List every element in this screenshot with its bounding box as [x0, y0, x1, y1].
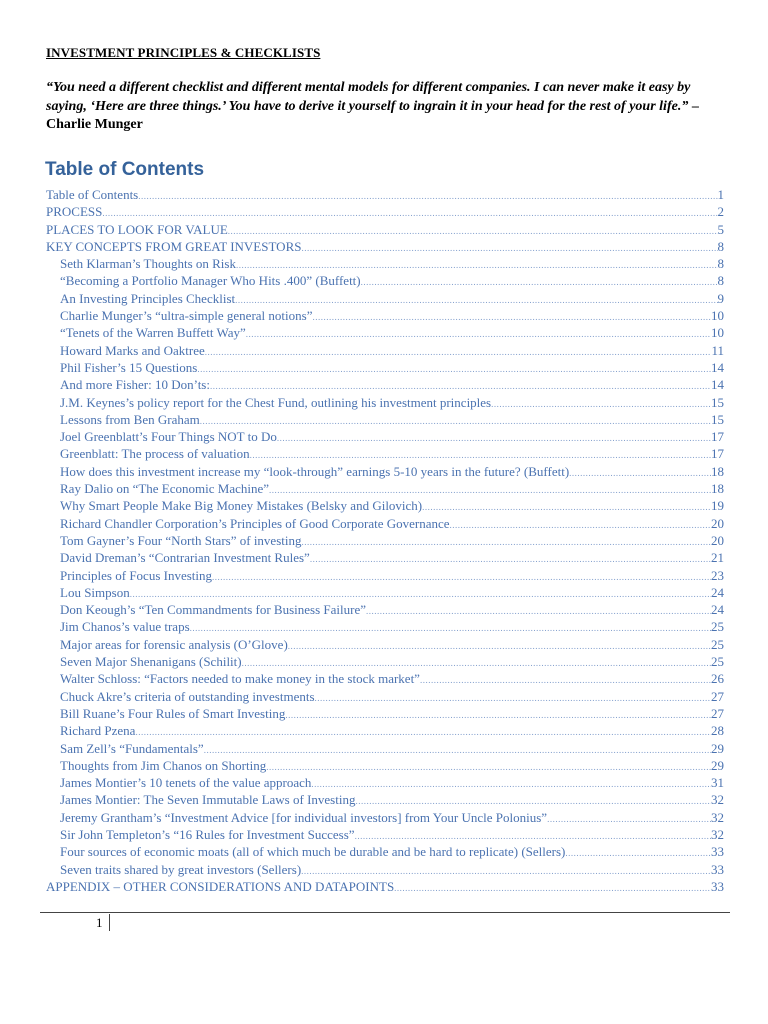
toc-entry-page[interactable]: 2 [717, 204, 724, 220]
toc-dot-leader [565, 845, 711, 860]
toc-entry[interactable] [46, 272, 724, 289]
toc-dot-leader [277, 430, 711, 445]
toc-entry-title[interactable]: Seven traits shared by great investors (Sellers) [60, 861, 302, 877]
toc-entry-page[interactable]: 14 [711, 359, 724, 375]
toc-entry[interactable] [46, 740, 724, 757]
toc-entry-title[interactable]: Chuck Akre’s criteria of outstanding investments [60, 688, 315, 704]
toc-entry-page[interactable]: 33 [711, 878, 724, 894]
footer-divider [40, 912, 730, 913]
toc-entry-page[interactable]: 8 [717, 238, 724, 254]
toc-entry[interactable] [46, 670, 724, 687]
toc-dot-leader [197, 361, 711, 376]
toc-entry-title[interactable]: Major areas for forensic analysis (O’Glove) [60, 636, 288, 652]
toc-entry-page[interactable]: 25 [711, 654, 724, 670]
toc-entry[interactable] [46, 549, 724, 566]
toc-entry[interactable] [46, 221, 724, 238]
toc-entry-page[interactable]: 29 [711, 740, 724, 756]
toc-dot-leader [301, 863, 711, 878]
toc-entry-page[interactable]: 27 [711, 688, 724, 704]
toc-entry[interactable] [46, 584, 724, 601]
toc-dot-leader [269, 482, 711, 497]
toc-dot-leader [420, 672, 711, 687]
toc-entry[interactable] [46, 255, 724, 272]
toc-entry[interactable] [46, 791, 724, 808]
toc-entry-title[interactable]: Richard Pzena [60, 723, 136, 739]
toc-entry-page[interactable]: 14 [711, 377, 724, 393]
toc-entry-page[interactable]: 8 [717, 273, 724, 289]
toc-entry-title[interactable]: Sir John Templeton’s “16 Rules for Investment Success” [60, 826, 355, 842]
epigraph-quote [46, 79, 726, 135]
footer-separator [109, 914, 110, 931]
toc-entry-page[interactable]: 31 [711, 775, 724, 791]
toc-entry-page[interactable]: 28 [711, 723, 724, 739]
toc-dot-leader [212, 569, 711, 584]
toc-entry-page[interactable]: 32 [711, 809, 724, 825]
toc-entry-page[interactable]: 23 [711, 567, 724, 583]
toc-entry[interactable] [46, 843, 724, 860]
toc-entry-title[interactable]: PLACES TO LOOK FOR VALUE [46, 221, 228, 237]
toc-entry-title[interactable]: Why Smart People Make Big Money Mistakes (Belsky and Gilovich) [60, 498, 423, 514]
toc-dot-leader [210, 378, 711, 393]
toc-entry[interactable] [46, 636, 724, 653]
toc-dot-leader [288, 638, 711, 653]
toc-dot-leader [190, 620, 711, 635]
toc-dot-leader [569, 465, 711, 480]
toc-entry-page[interactable]: 10 [711, 325, 724, 341]
toc-entry[interactable] [46, 515, 724, 532]
toc-dot-leader [135, 724, 711, 739]
toc-entry[interactable] [46, 567, 724, 584]
toc-entry-title[interactable]: Howard Marks and Oaktree [60, 342, 205, 358]
toc-entry-page[interactable]: 15 [711, 394, 724, 410]
toc-dot-leader [205, 344, 712, 359]
toc-dot-leader [312, 309, 711, 324]
toc-entry-page[interactable]: 32 [711, 826, 724, 842]
toc-entry[interactable] [46, 394, 724, 411]
toc-entry[interactable] [46, 618, 724, 635]
toc-entry[interactable] [46, 324, 724, 341]
toc-entry-page[interactable]: 21 [711, 550, 724, 566]
toc-entry-page[interactable]: 33 [711, 861, 724, 877]
toc-dot-leader [228, 223, 718, 238]
toc-dot-leader [204, 742, 711, 757]
toc-entry-title[interactable]: Seven Major Shenanigans (Schilit) [60, 654, 242, 670]
toc-dot-leader [355, 793, 711, 808]
toc-entry[interactable] [46, 342, 724, 359]
toc-entry-title[interactable]: How does this investment increase my “look-through” earnings 5-10 years in the future? (Buffett) [60, 463, 570, 479]
toc-entry-title[interactable]: Jim Chanos’s value traps [60, 619, 190, 635]
toc-dot-leader [235, 292, 717, 307]
toc-dot-leader [242, 655, 711, 670]
toc-entry[interactable] [46, 203, 724, 220]
toc-entry-title[interactable]: Phil Fisher’s 15 Questions [60, 359, 198, 375]
toc-dot-leader [250, 447, 711, 462]
toc-entry-title[interactable]: Lou Simpson [60, 584, 130, 600]
toc-dot-leader [315, 690, 711, 705]
toc-entry-page[interactable]: 18 [711, 481, 724, 497]
toc-dot-leader [366, 603, 711, 618]
toc-dot-leader [361, 274, 718, 289]
toc-dot-leader [200, 413, 711, 428]
toc-entry-title[interactable]: PROCESS [46, 204, 103, 220]
toc-entry[interactable] [46, 757, 724, 774]
toc-entry[interactable] [46, 774, 724, 791]
toc-entry-page[interactable]: 17 [711, 446, 724, 462]
toc-entry-page[interactable]: 27 [711, 705, 724, 721]
toc-entry-title[interactable]: And more Fisher: 10 Don’ts: [60, 377, 210, 393]
toc-dot-leader [301, 534, 711, 549]
toc-entry[interactable] [46, 463, 724, 480]
toc-entry-page[interactable]: 26 [711, 671, 724, 687]
toc-entry-page[interactable]: 18 [711, 463, 724, 479]
toc-entry[interactable] [46, 688, 724, 705]
toc-entry-page[interactable]: 17 [711, 429, 724, 445]
toc-entry-title[interactable]: Principles of Focus Investing [60, 567, 213, 583]
toc-entry-title[interactable]: Ray Dalio on “The Economic Machine” [60, 481, 270, 497]
toc-entry-title[interactable]: “Becoming a Portfolio Manager Who Hits .400” (Buffett) [60, 273, 361, 289]
toc-entry-title[interactable]: APPENDIX – OTHER CONSIDERATIONS AND DATAPOINTS [46, 878, 395, 894]
toc-entry-title[interactable]: Richard Chandler Corporation’s Principles of Good Corporate Governance [60, 515, 450, 531]
table-of-contents [46, 186, 724, 895]
toc-entry-page[interactable]: 25 [711, 636, 724, 652]
toc-entry-page[interactable]: 24 [711, 584, 724, 600]
toc-entry[interactable] [46, 722, 724, 739]
toc-heading: Table of Contents [45, 159, 205, 180]
toc-entry[interactable] [46, 878, 724, 895]
toc-entry[interactable] [46, 861, 724, 878]
toc-entry-title[interactable]: Thoughts from Jim Chanos on Shorting [60, 757, 267, 773]
toc-dot-leader [236, 257, 718, 272]
toc-dot-leader [246, 326, 711, 341]
footer-page-number: 1 [96, 915, 103, 930]
toc-entry-title[interactable]: James Montier’s 10 tenets of the value approach [60, 775, 312, 791]
toc-entry-page[interactable]: 5 [717, 221, 724, 237]
toc-entry-page[interactable]: 29 [711, 757, 724, 773]
toc-entry[interactable] [46, 186, 724, 203]
toc-entry[interactable] [46, 290, 724, 307]
toc-dot-leader [301, 240, 717, 255]
toc-entry-title[interactable]: Four sources of economic moats (all of which much be durable and be hard to replicate) (Sellers) [60, 844, 566, 860]
toc-entry[interactable] [46, 307, 724, 324]
toc-entry-title[interactable]: Table of Contents [46, 187, 139, 202]
toc-entry[interactable] [46, 411, 724, 428]
toc-entry[interactable] [46, 532, 724, 549]
toc-entry-page[interactable]: 8 [717, 256, 724, 272]
toc-entry[interactable] [46, 705, 724, 722]
toc-entry[interactable] [46, 653, 724, 670]
toc-entry-page[interactable]: 15 [711, 411, 724, 427]
toc-entry[interactable] [46, 238, 724, 255]
toc-dot-leader [450, 517, 711, 532]
toc-entry-title[interactable]: KEY CONCEPTS FROM GREAT INVESTORS [46, 238, 302, 254]
toc-entry[interactable] [46, 359, 724, 376]
toc-dot-leader [130, 586, 711, 601]
toc-entry[interactable] [46, 497, 724, 514]
toc-entry-page[interactable]: 33 [711, 844, 724, 860]
quote-text: “You need a different checklist and different mental models for different companies. I can never make it easy by saying, ‘Here are three things.’ You have to derive it yourself to ingrain it in your head for the rest of your life.” [46, 80, 691, 114]
toc-entry-title[interactable]: Jeremy Grantham’s “Investment Advice [for individual investors] from Your Uncle Polonius” [60, 809, 548, 825]
toc-entry-title[interactable]: Sam Zell’s “Fundamentals” [60, 740, 204, 756]
toc-entry-page[interactable]: 1 [717, 187, 724, 202]
toc-entry-title[interactable]: Charlie Munger’s “ultra-simple general notions” [60, 308, 313, 324]
toc-dot-leader [422, 499, 711, 514]
toc-dot-leader [266, 759, 711, 774]
toc-dot-leader [491, 396, 711, 411]
toc-entry[interactable] [46, 376, 724, 393]
toc-entry-page[interactable]: 9 [717, 290, 724, 306]
toc-dot-leader [355, 828, 711, 843]
toc-entry-title[interactable]: Don Keough’s “Ten Commandments for Business Failure” [60, 602, 366, 618]
toc-entry-page[interactable]: 32 [711, 792, 724, 808]
toc-entry-page[interactable]: 24 [711, 602, 724, 618]
toc-entry[interactable] [46, 428, 724, 445]
toc-dot-leader [285, 707, 711, 722]
toc-entry[interactable] [46, 445, 724, 462]
toc-entry-page[interactable]: 20 [711, 515, 724, 531]
toc-entry[interactable] [46, 480, 724, 497]
toc-entry-title[interactable]: An Investing Principles Checklist [60, 290, 236, 306]
toc-entry-title[interactable]: “Tenets of the Warren Buffett Way” [60, 325, 246, 341]
toc-entry-page[interactable]: 19 [711, 498, 724, 514]
toc-dot-leader [310, 551, 711, 566]
toc-entry-title[interactable]: Greenblatt: The process of valuation [60, 446, 250, 462]
toc-entry[interactable] [46, 809, 724, 826]
toc-entry-page[interactable]: 11 [711, 342, 724, 358]
toc-entry-title[interactable]: David Dreman’s “Contrarian Investment Rules” [60, 550, 310, 566]
toc-dot-leader [138, 188, 717, 203]
toc-entry-title[interactable]: Tom Gayner’s Four “North Stars” of investing [60, 532, 302, 548]
toc-entry-title[interactable]: Joel Greenblatt’s Four Things NOT to Do [60, 429, 277, 445]
toc-entry-title[interactable]: Lessons from Ben Graham [60, 411, 200, 427]
toc-entry-title[interactable]: Walter Schloss: “Factors needed to make money in the stock market” [60, 671, 420, 687]
toc-entry-page[interactable]: 25 [711, 619, 724, 635]
toc-entry-title[interactable]: Bill Ruane’s Four Rules of Smart Investing [60, 705, 286, 721]
toc-entry[interactable] [46, 826, 724, 843]
toc-entry-title[interactable]: James Montier: The Seven Immutable Laws of Investing [60, 792, 356, 808]
document-title: INVESTMENT PRINCIPLES & CHECKLISTS [46, 45, 321, 60]
toc-entry-page[interactable]: 10 [711, 308, 724, 324]
quote-attribution: – Charlie Munger [46, 98, 699, 132]
toc-dot-leader [102, 205, 717, 220]
toc-dot-leader [547, 811, 711, 826]
toc-entry[interactable] [46, 601, 724, 618]
toc-dot-leader [394, 880, 711, 895]
toc-entry-title[interactable]: J.M. Keynes’s policy report for the Chest Fund, outlining his investment principles [60, 394, 492, 410]
toc-dot-leader [311, 776, 711, 791]
toc-entry-title[interactable]: Seth Klarman’s Thoughts on Risk [60, 256, 236, 272]
toc-entry-page[interactable]: 20 [711, 532, 724, 548]
